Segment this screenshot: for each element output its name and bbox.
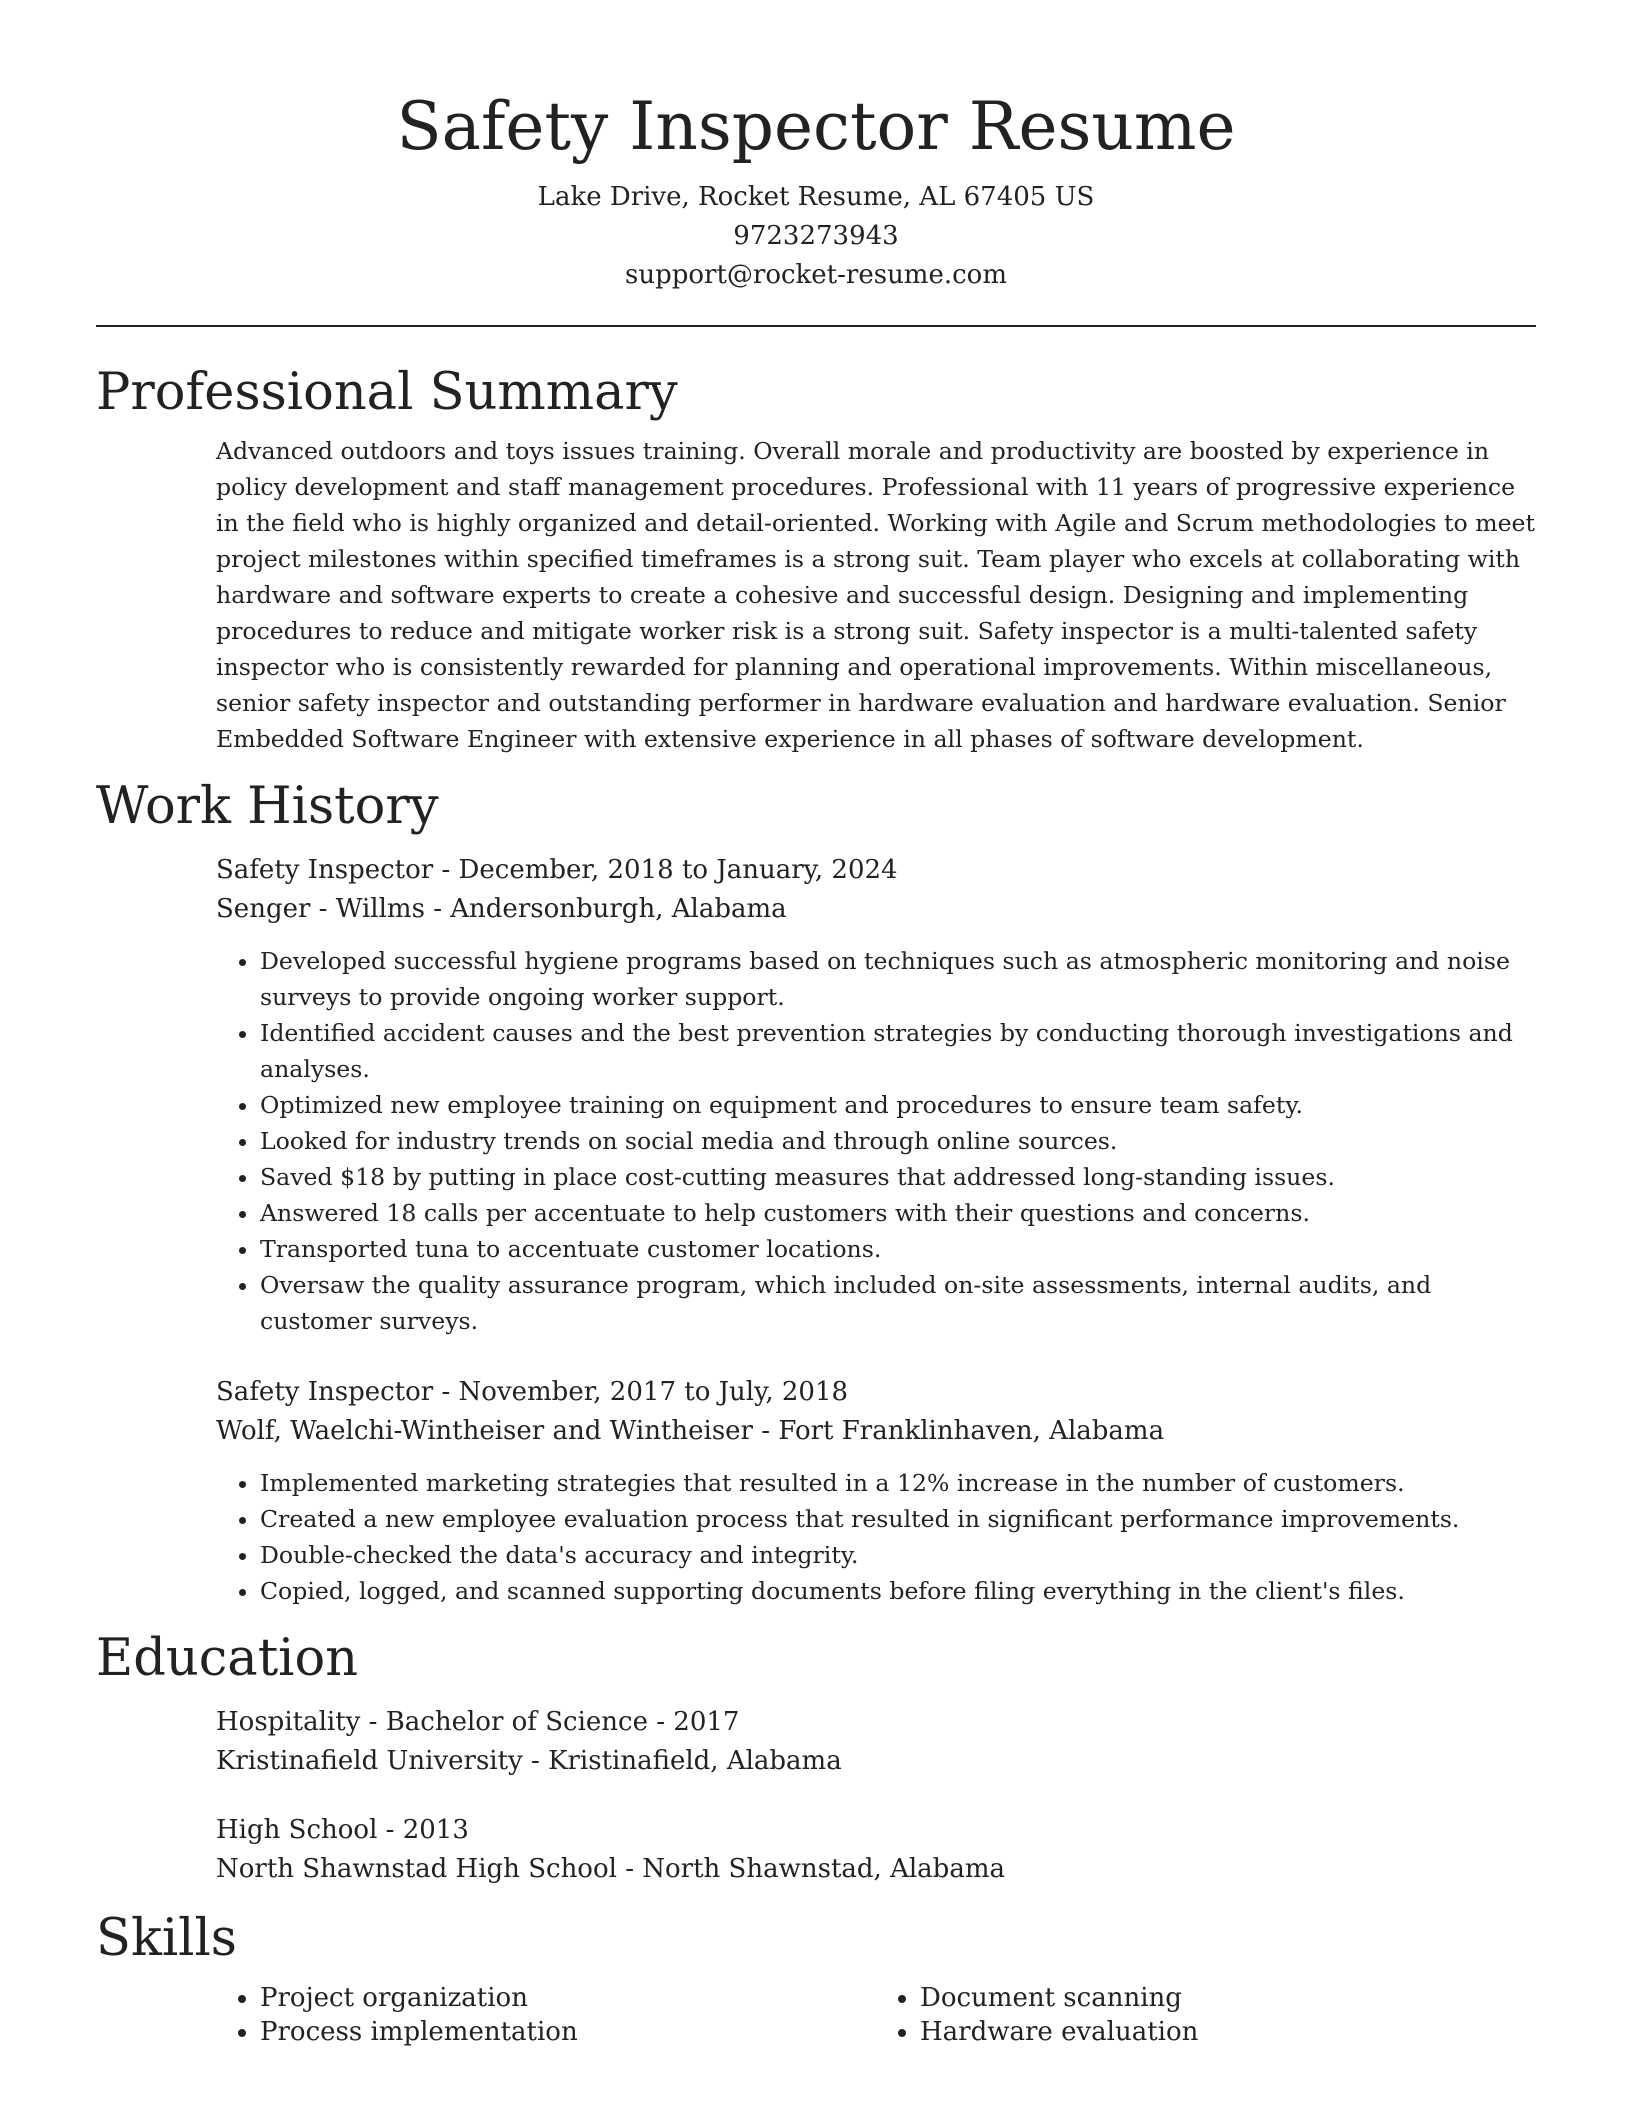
summary-text: Advanced outdoors and toys issues training. Overall morale and productivity are boosted by experience in policy development and staff management procedures. Professional with 11 years of progressive experience in the field who is highly organized and detail-oriented. Working with Agile and Scrum methodologies to meet project milestones within specified timeframes is a strong suit. Team player who excels at collaborating with hardware and software experts to create a cohesive and successful design. Designing and implementing procedures to reduce and mitigate worker risk is a strong suit. Safety inspector is a multi-talented safety inspector who is consistently rewarded for planning and operational improvements. Within miscellaneous, senior safety inspector and outstanding performer in hardware evaluation and hardware evaluation. Senior Embedded Software Engineer with extensive experience in all phases of software development.: [216, 437, 1535, 753]
job-bullet: • Oversaw the quality assurance program, which included on-site assessments, internal audits, and customer surveys.: [260, 1267, 1536, 1339]
job-entry: [216, 1373, 1536, 1609]
education-entry: [216, 1703, 1536, 1781]
job-bullet: • Saved $18 by putting in place cost-cutting measures that addressed long-standing issues.: [260, 1159, 1536, 1195]
employer-name: Wolf, Waelchi-Wintheiser and Wintheiser: [216, 1416, 753, 1446]
job-entry: [216, 851, 1536, 1339]
education-location: North Shawnstad, Alabama: [642, 1854, 1005, 1884]
job-bullet: • Double-checked the data's accuracy and integrity.: [260, 1537, 1536, 1573]
resume-page: [96, 0, 1536, 2049]
education-degree-line: Hospitality - Bachelor of Science - 2017: [216, 1707, 740, 1737]
contact-block: [96, 178, 1536, 295]
job-bullet-list: [216, 943, 1536, 1339]
education-year: 2017: [673, 1707, 740, 1737]
skills-column-left: [216, 1981, 876, 2049]
job-title: Safety Inspector: [216, 1377, 434, 1407]
job-bullet-list: [216, 1465, 1536, 1609]
job-bullet: • Transported tuna to accentuate customer locations.: [260, 1231, 1536, 1267]
employer-line: Wolf, Waelchi-Wintheiser and Wintheiser - Fort Franklinhaven, Alabama: [216, 1416, 1165, 1446]
resume-title: Safety Inspector Resume: [396, 88, 1236, 165]
section-title-education: Education: [96, 1629, 359, 1688]
education-section: [96, 1627, 1536, 1889]
job-title-line: Safety Inspector - December, 2018 to January, 2024: [216, 855, 898, 885]
education-degree: Bachelor of Science: [385, 1707, 648, 1737]
job-bullet: • Copied, logged, and scanned supporting documents before filing everything in the client's files.: [260, 1573, 1536, 1609]
education-school: North Shawnstad High School: [216, 1854, 617, 1884]
job-bullet: • Developed successful hygiene programs based on techniques such as atmospheric monitoring and noise surveys to provide ongoing worker support.: [260, 943, 1536, 1015]
summary-section: [96, 361, 1536, 757]
contact-email: support@rocket-resume.com: [624, 260, 1007, 290]
education-school-line: Kristinafield University - Kristinafield, Alabama: [216, 1746, 842, 1776]
job-title: Safety Inspector: [216, 855, 434, 885]
job-dates: November, 2017 to July, 2018: [458, 1377, 849, 1407]
job-bullet: • Identified accident causes and the best prevention strategies by conducting thorough investigations and analyses.: [260, 1015, 1536, 1087]
job-bullet: • Implemented marketing strategies that resulted in a 12% increase in the number of customers.: [260, 1465, 1536, 1501]
skill-item: • Process implementation: [260, 2015, 876, 2049]
skill-item: • Document scanning: [920, 1981, 1536, 2015]
education-degree-line: High School - 2013: [216, 1815, 469, 1845]
employer-location: Fort Franklinhaven, Alabama: [778, 1416, 1165, 1446]
skills-grid: [216, 1981, 1536, 2049]
education-school-line: North Shawnstad High School - North Shawnstad, Alabama: [216, 1854, 1005, 1884]
education-entry: [216, 1811, 1536, 1889]
contact-phone: 9723273943: [733, 221, 899, 251]
job-bullet: • Optimized new employee training on equipment and procedures to ensure team safety.: [260, 1087, 1536, 1123]
job-title-line: Safety Inspector - November, 2017 to July, 2018: [216, 1377, 849, 1407]
employer-line: Senger - Willms - Andersonburgh, Alabama: [216, 894, 787, 924]
resume-header: [96, 0, 1536, 327]
job-bullet: • Created a new employee evaluation process that resulted in significant performance improvements.: [260, 1501, 1536, 1537]
education-location: Kristinafield, Alabama: [548, 1746, 842, 1776]
section-title-skills: Skills: [96, 1909, 237, 1968]
employer-name: Senger - Willms: [216, 894, 425, 924]
skill-item: • Hardware evaluation: [920, 2015, 1536, 2049]
contact-address: Lake Drive, Rocket Resume, AL 67405 US: [537, 182, 1095, 212]
skills-column-right: [876, 1981, 1536, 2049]
job-bullet: • Looked for industry trends on social media and through online sources.: [260, 1123, 1536, 1159]
section-title-summary: Professional Summary: [96, 363, 678, 422]
section-title-work-history: Work History: [96, 777, 439, 836]
education-field: Hospitality: [216, 1707, 361, 1737]
skill-item: • Project organization: [260, 1981, 876, 2015]
header-divider: [96, 325, 1536, 327]
skills-section: [96, 1907, 1536, 2049]
job-bullet: • Answered 18 calls per accentuate to help customers with their questions and concerns.: [260, 1195, 1536, 1231]
job-dates: December, 2018 to January, 2024: [458, 855, 898, 885]
employer-location: Andersonburgh, Alabama: [450, 894, 787, 924]
education-field: High School: [216, 1815, 378, 1845]
education-school: Kristinafield University: [216, 1746, 523, 1776]
education-year: 2013: [402, 1815, 469, 1845]
work-history-section: [96, 775, 1536, 1609]
